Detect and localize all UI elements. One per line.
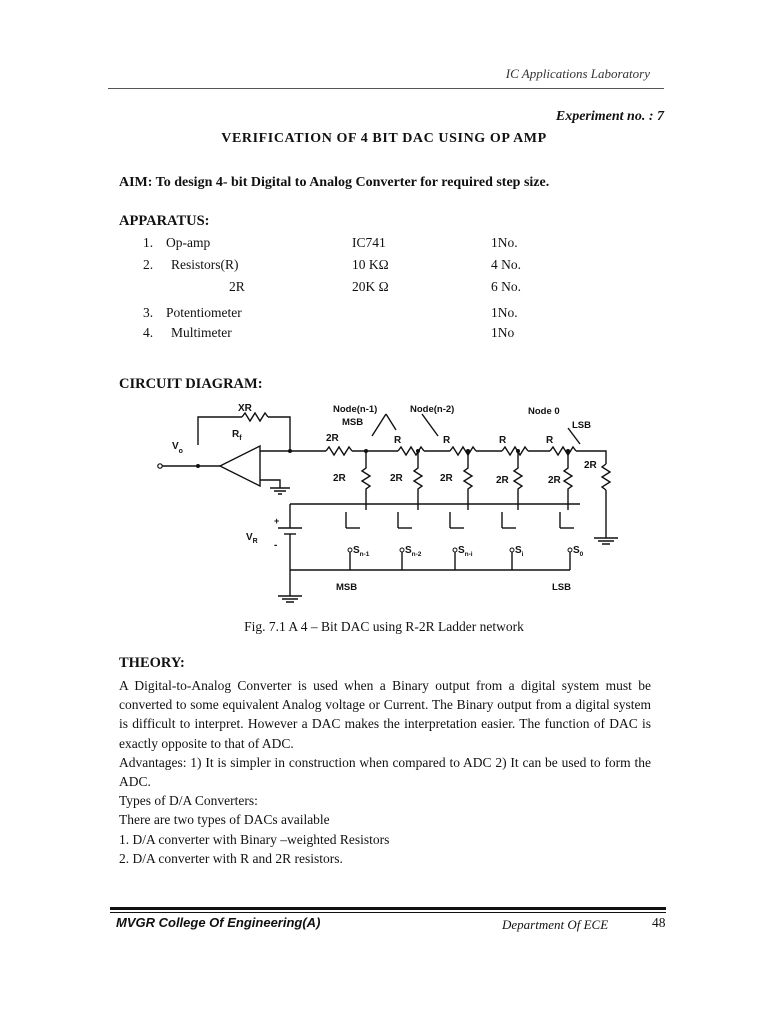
header-rule <box>108 88 664 89</box>
label-rf: $R_f$ <box>232 429 242 442</box>
footer-college: MVGR College Of Engineering(A) <box>116 915 321 930</box>
item-value: IC741 <box>352 235 386 250</box>
theory-paragraph: Advantages: 1) It is simpler in construction when compared to ADC 2) It can be used to form the ADC. <box>119 754 651 790</box>
label-msb-bottom: MSB <box>336 582 358 593</box>
label-series-2r: 2R <box>326 433 339 444</box>
item-number: 1. <box>143 235 154 250</box>
label-r: R <box>443 435 451 446</box>
label-2r: 2R <box>548 475 561 486</box>
theory-list-item: 2. D/A converter with R and 2R resistors. <box>119 850 343 866</box>
label-msb-top: MSB <box>342 417 364 428</box>
apparatus-row <box>0 279 768 299</box>
footer-rule <box>110 907 666 910</box>
item-name: Potentiometer <box>166 305 242 320</box>
label-node-n2: Node(n-2) <box>410 404 455 415</box>
apparatus-row <box>0 325 768 345</box>
label-node-0: Node 0 <box>528 406 560 417</box>
theory-list-item: 1. D/A converter with Binary –weighted Resistors <box>119 831 390 847</box>
label-r: R <box>499 435 507 446</box>
r2r-ladder-circuit-diagram <box>150 400 620 610</box>
label-node-n1: Node(n-1) <box>333 404 378 415</box>
theory-heading: THEORY: <box>119 655 185 671</box>
item-name: Resistors(R) <box>171 257 239 272</box>
figure-caption: Fig. 7.1 A 4 – Bit DAC using R-2R Ladder network <box>244 619 524 634</box>
item-quantity: 1No <box>491 325 515 340</box>
switch-si: $S_i$ <box>515 545 524 558</box>
item-number: 4. <box>143 325 154 340</box>
label-2r: 2R <box>333 473 346 484</box>
theory-body <box>119 676 651 868</box>
running-header: IC Applications Laboratory <box>505 66 650 81</box>
battery-minus: - <box>274 540 278 551</box>
battery-plus: + <box>274 516 280 526</box>
circuit-heading: CIRCUIT DIAGRAM: <box>119 376 263 392</box>
theory-paragraph: A Digital-to-Analog Converter is used when a Binary output from a digital system must be converted to some equivalent Analog voltage or Current. The Binary output from a digital system is difficult to interpret. However a DAC makes the interpretation easier. The function of DAC is exactly opposite to that of ADC. <box>119 678 651 751</box>
item-name: Op-amp <box>166 235 211 250</box>
label-lsb-top: LSB <box>572 420 591 431</box>
item-name: 2R <box>229 279 245 294</box>
label-r: R <box>546 435 554 446</box>
label-vr: $V_R$ <box>246 532 258 545</box>
page-number: 48 <box>652 915 666 930</box>
label-2r-termination: 2R <box>584 460 597 471</box>
apparatus-row <box>0 235 768 255</box>
label-2r: 2R <box>496 475 509 486</box>
item-value: 20K Ω <box>352 279 389 294</box>
theory-paragraph: There are two types of DACs available <box>119 812 330 828</box>
item-number: 3. <box>143 305 154 320</box>
apparatus-row <box>0 305 768 325</box>
theory-paragraph: Types of D/A Converters: <box>119 793 258 809</box>
switch-sn-1: $S_{n-1}$ <box>353 545 370 558</box>
switch-sn-2: $S_{n-2}$ <box>405 545 422 558</box>
label-lsb-bottom: LSB <box>552 582 571 593</box>
switch-s0: $S_0$ <box>573 545 584 558</box>
aim-statement: AIM: To design 4- bit Digital to Analog Converter for required step size. <box>119 175 550 190</box>
item-value: 10 KΩ <box>352 257 389 272</box>
label-xr: XR <box>238 403 252 414</box>
footer-rule-thin <box>110 912 666 913</box>
switch-sn-i: $S_{n-i}$ <box>458 545 473 558</box>
label-2r: 2R <box>440 473 453 484</box>
item-name: Multimeter <box>171 325 232 340</box>
item-number: 2. <box>143 257 154 272</box>
apparatus-row <box>0 257 768 277</box>
item-quantity: 1No. <box>491 235 518 250</box>
apparatus-heading: APPARATUS: <box>119 213 210 229</box>
footer-department: Department Of ECE <box>502 917 609 932</box>
item-quantity: 1No. <box>491 305 518 320</box>
item-quantity: 6 No. <box>491 279 521 294</box>
label-2r: 2R <box>390 473 403 484</box>
label-vo: $V_o$ <box>172 441 183 455</box>
experiment-number: Experiment no. : 7 <box>555 109 664 124</box>
label-r: R <box>394 435 402 446</box>
item-quantity: 4 No. <box>491 257 521 272</box>
page-title: VERIFICATION OF 4 BIT DAC USING OP AMP <box>221 131 547 146</box>
